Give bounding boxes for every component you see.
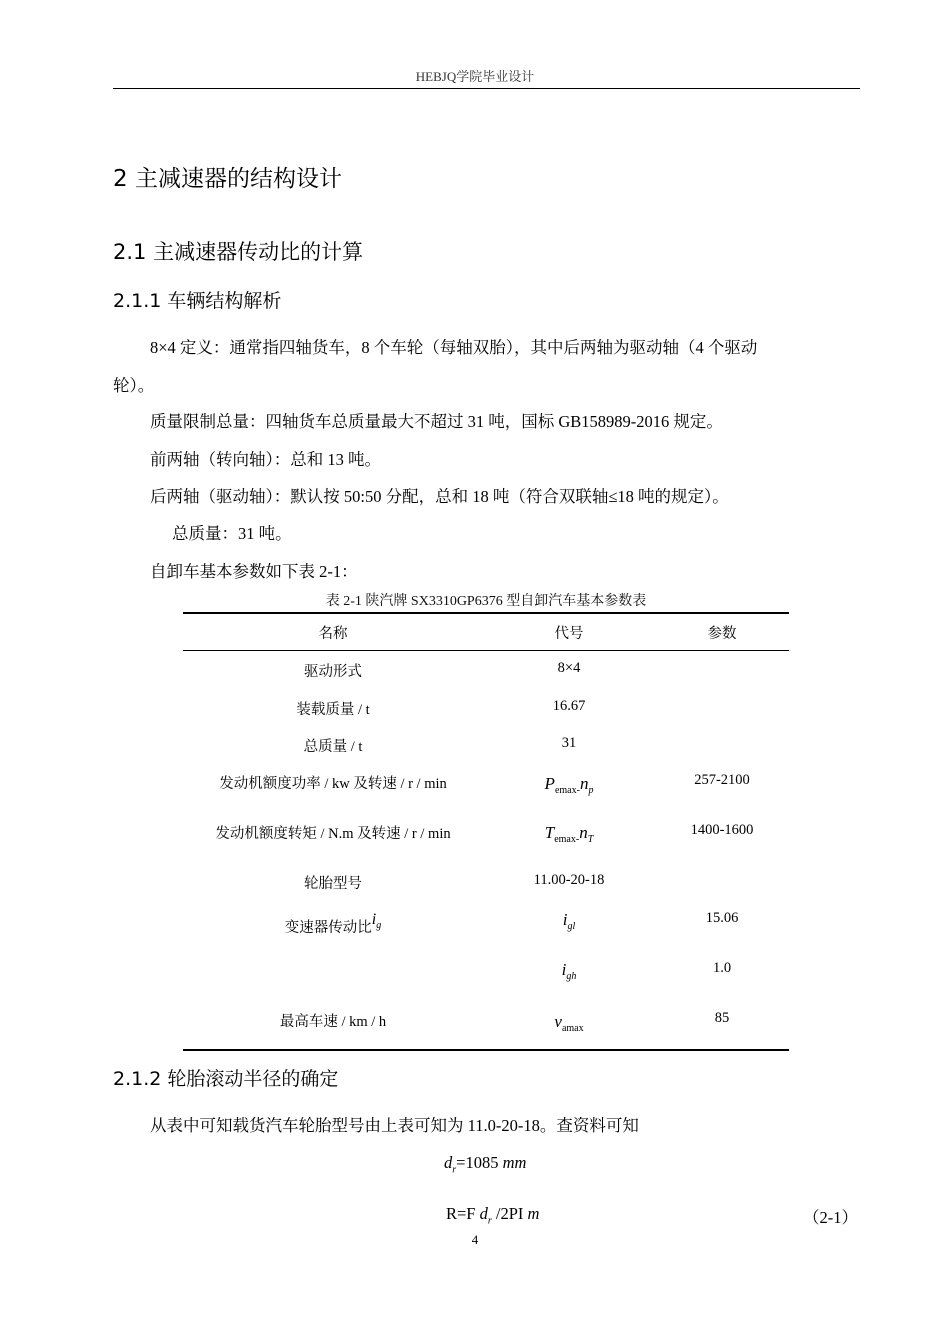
symbol: i bbox=[561, 960, 567, 979]
symbol: T bbox=[544, 823, 555, 842]
table-cell-code bbox=[493, 823, 645, 845]
table-cell-code bbox=[493, 774, 645, 796]
table-cell-name: 装载质量 / t bbox=[296, 702, 370, 718]
table-cell-value: 85 bbox=[714, 1010, 730, 1026]
subsection-heading: 2.1.2 轮胎滚动半径的确定 bbox=[113, 1068, 339, 1090]
symbol-subscript: gl bbox=[567, 920, 576, 932]
table-header-rule bbox=[183, 650, 789, 651]
table-cell-code bbox=[493, 960, 645, 982]
table-cell-value: 257-2100 bbox=[694, 772, 750, 788]
formula-unit: mm bbox=[502, 1153, 527, 1172]
table-header-cell: 参数 bbox=[707, 626, 737, 642]
paragraph-line: 8×4 定义：通常指四轴货车，8 个车轮（每轴双胎），其中后两轴为驱动轴（4 个驱动 bbox=[150, 338, 758, 357]
subsection-heading: 2.1.1 车辆结构解析 bbox=[113, 290, 282, 312]
table-cell-value: 15.06 bbox=[705, 910, 739, 926]
paragraph-line: 从表中可知载货汽车轮胎型号由上表可知为 11.0-20-18。查资料可知 bbox=[150, 1116, 639, 1135]
table-cell-value: 1.0 bbox=[712, 960, 732, 976]
symbol-subscript: T bbox=[587, 833, 594, 845]
table-cell-name: 发动机额度功率 / kw 及转速 / r / min bbox=[219, 776, 447, 792]
formula-tire-diameter bbox=[444, 1153, 526, 1175]
symbol-subscript: gh bbox=[566, 970, 577, 982]
symbol: d bbox=[444, 1153, 453, 1172]
paragraph-line: 自卸车基本参数如下表 2-1： bbox=[150, 562, 358, 581]
symbol-subscript: emax bbox=[554, 833, 576, 845]
table-cell-name: 轮胎型号 bbox=[304, 876, 362, 892]
symbol: i bbox=[371, 911, 377, 928]
table-cell-name: 驱动形式 bbox=[304, 664, 362, 680]
section-heading: 2.1 主减速器传动比的计算 bbox=[113, 240, 364, 264]
name-text: 变速器传动比 bbox=[284, 920, 372, 936]
paragraph-line: 轮）。 bbox=[113, 376, 155, 395]
formula-unit: m bbox=[527, 1204, 540, 1223]
separator: - bbox=[576, 784, 580, 796]
formula-value: =1085 bbox=[456, 1153, 499, 1172]
symbol-subscript: p bbox=[588, 784, 594, 796]
formula-rolling-radius bbox=[446, 1204, 539, 1226]
table-cell-value: 1400-1600 bbox=[690, 822, 754, 838]
table-cell-name: 总质量 / t bbox=[303, 739, 363, 755]
chapter-heading: 2 主减速器的结构设计 bbox=[113, 166, 342, 192]
table-cell-code bbox=[493, 1012, 645, 1034]
table-bottom-rule bbox=[183, 1049, 789, 1051]
table-cell-name: 最高车速 / km / h bbox=[279, 1014, 387, 1030]
page-header-title: HEBJQ学院毕业设计 bbox=[415, 69, 535, 84]
table-header-cell: 代号 bbox=[554, 626, 584, 642]
symbol-subscript: amax bbox=[561, 1022, 584, 1034]
paragraph-line: 总质量：31 吨。 bbox=[172, 524, 292, 543]
table-caption: 表 2-1 陕汽牌 SX3310GP6376 型自卸汽车基本参数表 bbox=[325, 594, 647, 609]
table-cell-name: 发动机额度转矩 / N.m 及转速 / r / min bbox=[215, 826, 451, 842]
equation-number: （2-1） bbox=[803, 1208, 858, 1227]
separator: - bbox=[575, 833, 580, 845]
symbol: d bbox=[479, 1204, 488, 1223]
symbol-subscript: emax bbox=[554, 784, 577, 796]
formula-rest: /2PI bbox=[495, 1204, 524, 1223]
symbol: n bbox=[579, 823, 588, 842]
paragraph-line: 前两轴（转向轴）：总和 13 吨。 bbox=[150, 450, 381, 469]
symbol: v bbox=[554, 1012, 562, 1031]
table-cell-code: 11.00-20-18 bbox=[533, 872, 605, 888]
paragraph-line: 后两轴（驱动轴）：默认按 50:50 分配，总和 18 吨（符合双联轴≤18 吨的规定）。 bbox=[150, 487, 729, 506]
page-number: 4 bbox=[471, 1232, 479, 1247]
table-top-rule bbox=[183, 612, 789, 614]
table-cell-code: 16.67 bbox=[552, 698, 586, 714]
symbol-subscript: g bbox=[376, 919, 382, 931]
symbol: i bbox=[562, 910, 568, 929]
symbol-subscript: r bbox=[452, 1164, 457, 1176]
symbol: P bbox=[544, 774, 555, 793]
table-cell-code: 8×4 bbox=[557, 660, 581, 676]
formula-prefix: R=F bbox=[446, 1204, 476, 1223]
symbol-subscript: r bbox=[487, 1215, 492, 1227]
symbol: n bbox=[579, 774, 589, 793]
table-cell-code: 31 bbox=[561, 735, 577, 751]
paragraph-line: 质量限制总量：四轴货车总质量最大不超过 31 吨，国标 GB158989-2016 规定。 bbox=[150, 412, 723, 431]
header-divider bbox=[113, 88, 860, 89]
table-cell-code bbox=[493, 910, 645, 932]
table-header-cell: 名称 bbox=[318, 626, 348, 642]
table-cell-name bbox=[183, 911, 483, 939]
